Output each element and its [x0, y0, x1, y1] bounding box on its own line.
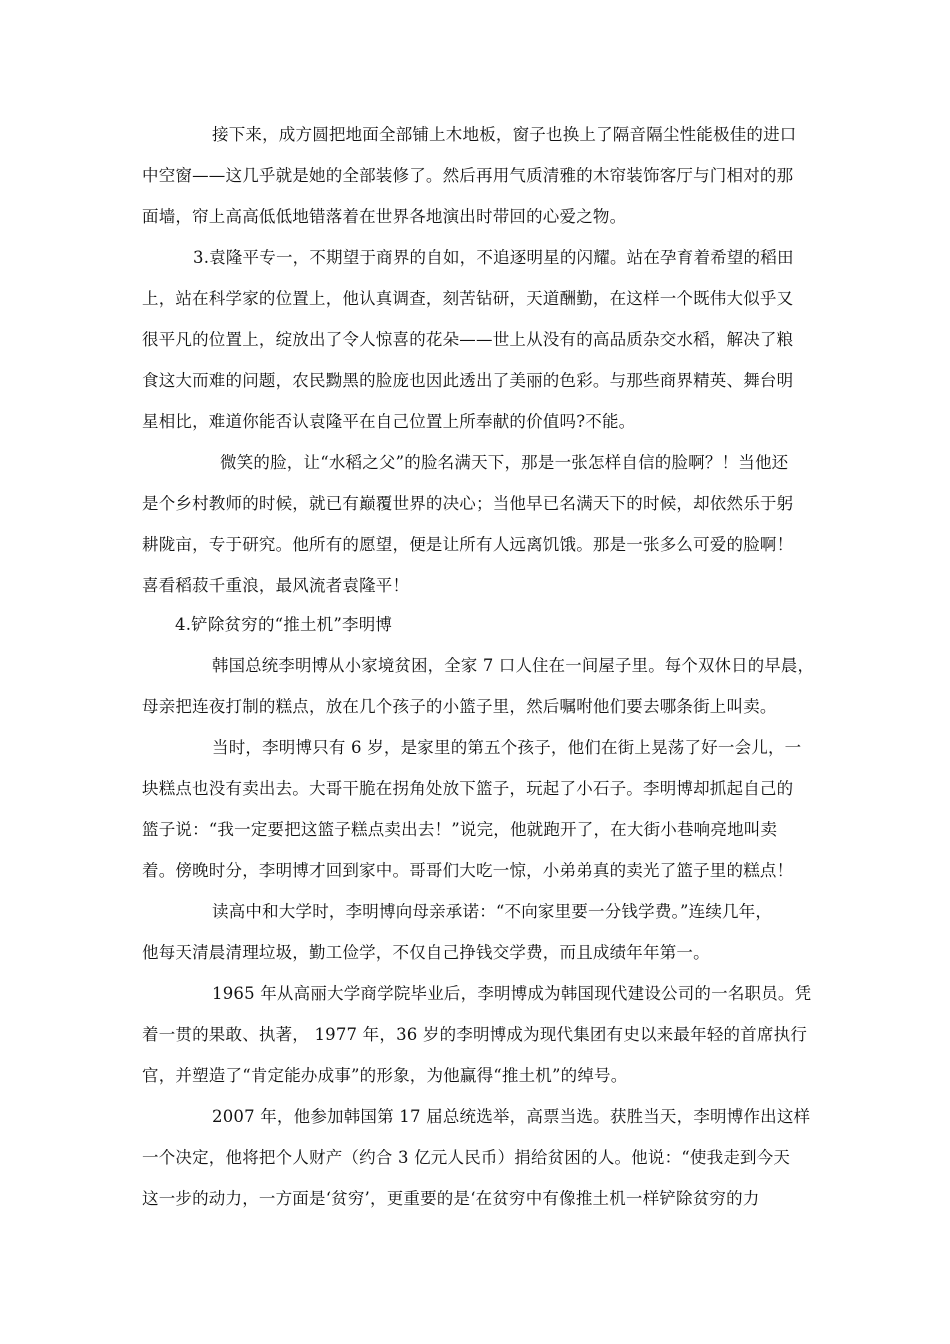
text-line: 他每天清晨清理垃圾，勤工俭学，不仅自己挣钱交学费，而且成绩年年第一。 — [142, 943, 710, 962]
text-line: 韩国总统李明博从小家境贫困，全家 7 口人住在一间屋子里。每个双休日的早晨， — [212, 656, 815, 675]
text-line: 星相比，难道你能否认袁隆平在自己位置上所奉献的价值吗?不能。 — [142, 412, 636, 431]
text-line: 微笑的脸，让“水稻之父”的脸名满天下，那是一张怎样自信的脸啊？！当他还 — [220, 453, 789, 472]
section-heading: 4.铲除贫穷的“推土机”李明博 — [175, 615, 393, 634]
text-line: 上，站在科学家的位置上，他认真调查，刻苦钻研，天道酬勤，在这样一个既伟大似乎又 — [142, 289, 794, 308]
text-line: 中空窗——这几乎就是她的全部装修了。然后再用气质清雅的木帘装饰客厅与门相对的那 — [142, 166, 794, 185]
text-line: 一个决定，他将把个人财产（约合 3 亿元人民币）捐给贫困的人。他说：“使我走到今天 — [142, 1148, 791, 1167]
text-line: 面墙，帘上高高低低地错落着在世界各地演出时带回的心爱之物。 — [142, 207, 627, 226]
text-line: 着。傍晚时分，李明博才回到家中。哥哥们大吃一惊，小弟弟真的卖光了篮子里的糕点！ — [142, 861, 794, 880]
text-line: 篮子说：“我一定要把这篮子糕点卖出去！”说完，他就跑开了，在大街小巷响亮地叫卖 — [142, 820, 778, 839]
text-line: 着一贯的果敢、执著， 1977 年，36 岁的李明博成为现代集团有史以来最年轻的首席执行 — [142, 1025, 808, 1044]
text-line: 官，并塑造了“肯定能办成事”的形象，为他赢得“推土机”的绰号。 — [142, 1066, 628, 1085]
text-line: 母亲把连夜打制的糕点，放在几个孩子的小篮子里，然后嘱咐他们要去哪条街上叫卖。 — [142, 697, 777, 716]
text-line: 很平凡的位置上，绽放出了令人惊喜的花朵——世上从没有的高品质杂交水稻，解决了粮 — [142, 330, 794, 349]
text-line: 读高中和大学时，李明博向母亲承诺：“不向家里要一分钱学费。”连续几年， — [212, 902, 773, 921]
text-line: 2007 年，他参加韩国第 17 届总统选举，高票当选。获胜当天，李明博作出这样 — [212, 1107, 811, 1126]
text-line: 食这大而难的问题，农民黝黑的脸庞也因此透出了美丽的色彩。与那些商界精英、舞台明 — [142, 371, 794, 390]
text-line: 喜看稻菽千重浪，最风流者袁隆平！ — [142, 576, 410, 595]
text-line: 耕陇亩，专于研究。他所有的愿望，便是让所有人远离饥饿。那是一张多么可爱的脸啊！ — [142, 535, 794, 554]
text-line: 当时，李明博只有 6 岁，是家里的第五个孩子，他们在街上晃荡了好一会儿，一 — [212, 738, 802, 757]
text-line: 3.袁隆平专一，不期望于商界的自如，不追逐明星的闪耀。站在孕育着希望的稻田 — [193, 248, 794, 267]
text-line: 块糕点也没有卖出去。大哥干脆在拐角处放下篮子，玩起了小石子。李明博却抓起自己的 — [142, 779, 794, 798]
text-line: 接下来，成方圆把地面全部铺上木地板，窗子也换上了隔音隔尘性能极佳的进口 — [212, 125, 797, 144]
text-line: 1965 年从高丽大学商学院毕业后，李明博成为韩国现代建设公司的一名职员。凭 — [212, 984, 812, 1003]
text-line: 这一步的动力，一方面是‘贫穷’，更重要的是‘在贫穷中有像推土机一样铲除贫穷的力 — [142, 1189, 760, 1208]
text-line: 是个乡村教师的时候，就已有巅覆世界的决心；当他早已名满天下的时候，却依然乐于躬 — [142, 494, 794, 513]
